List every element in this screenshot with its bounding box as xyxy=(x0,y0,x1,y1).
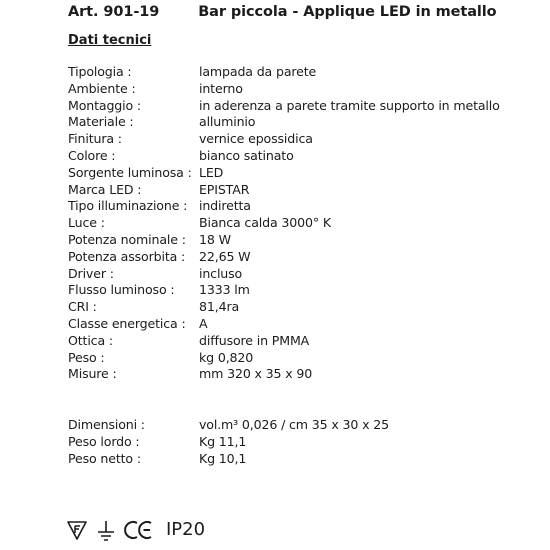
article-number: Art. 901-19 xyxy=(68,4,160,20)
spec-value: Bianca calda 3000° K xyxy=(199,215,331,231)
spec-row xyxy=(68,64,548,81)
packaging-label: Dimensioni : xyxy=(68,417,145,432)
spec-table xyxy=(68,64,548,383)
spec-label: Sorgente luminosa : xyxy=(68,164,192,180)
spec-label: Potenza assorbita : xyxy=(68,248,186,264)
spec-row xyxy=(68,249,548,266)
spec-value: 18 W xyxy=(199,231,231,247)
spec-value: kg 0,820 xyxy=(199,349,254,365)
packaging-row xyxy=(68,434,548,451)
product-title: Bar piccola - Applique LED in metallo xyxy=(198,4,497,20)
spec-row xyxy=(68,282,548,299)
spec-label: Marca LED : xyxy=(68,181,142,197)
spec-value: 22,65 W xyxy=(199,248,251,264)
spec-value: LED xyxy=(199,164,224,180)
packaging-row xyxy=(68,417,548,434)
spec-row xyxy=(68,114,548,131)
spec-label: Finitura : xyxy=(68,131,122,147)
spec-label: Colore : xyxy=(68,147,116,163)
spec-label: Classe energetica : xyxy=(68,315,186,331)
spec-row xyxy=(68,299,548,316)
f-mark-icon xyxy=(66,519,88,541)
spec-row xyxy=(68,333,548,350)
spec-value: mm 320 x 35 x 90 xyxy=(199,366,313,382)
spec-row xyxy=(68,131,548,148)
spec-row xyxy=(68,350,548,367)
spec-label: Flusso luminoso : xyxy=(68,282,175,298)
spec-row xyxy=(68,198,548,215)
spec-value: bianco satinato xyxy=(199,147,294,163)
ip-rating: IP20 xyxy=(166,519,206,540)
spec-value: incluso xyxy=(199,265,243,281)
spec-value: 1333 lm xyxy=(199,282,250,298)
spec-label: Tipo illuminazione : xyxy=(68,198,188,214)
packaging-label: Peso netto : xyxy=(68,450,141,466)
spec-row xyxy=(68,266,548,283)
spec-label: Ambiente : xyxy=(68,80,136,96)
spec-value: 81,4ra xyxy=(199,299,240,315)
spec-row xyxy=(68,366,548,383)
spec-row xyxy=(68,148,548,165)
spec-value: alluminio xyxy=(199,114,256,130)
packaging-value: Kg 11,1 xyxy=(199,433,247,449)
spec-label: Luce : xyxy=(68,215,105,231)
ground-icon xyxy=(96,519,116,541)
spec-value: A xyxy=(199,315,208,331)
spec-value: indiretta xyxy=(199,198,251,214)
packaging-label: Peso lordo : xyxy=(68,433,140,449)
spec-row xyxy=(68,232,548,249)
spec-label: Potenza nominale : xyxy=(68,231,186,247)
spec-row xyxy=(68,316,548,333)
packaging-value: vol.m³ 0,026 / cm 35 x 30 x 25 xyxy=(199,417,389,432)
spec-row xyxy=(68,81,548,98)
packaging-table xyxy=(68,417,548,467)
spec-label: Montaggio : xyxy=(68,97,141,113)
spec-value: diffusore in PMMA xyxy=(199,332,310,348)
spec-label: Ottica : xyxy=(68,332,113,348)
spec-value: lampada da parete xyxy=(199,64,317,79)
spec-label: Driver : xyxy=(68,265,114,281)
spec-row xyxy=(68,98,548,115)
spec-value: in aderenza a parete tramite supporto in metallo xyxy=(199,97,500,113)
spec-label: Materiale : xyxy=(68,114,134,130)
spec-row xyxy=(68,182,548,199)
page-header xyxy=(68,4,497,20)
spec-label: Peso : xyxy=(68,349,105,365)
spec-label: CRI : xyxy=(68,299,97,315)
ce-mark-icon xyxy=(124,519,154,541)
spec-value: EPISTAR xyxy=(199,181,250,197)
spec-row xyxy=(68,215,548,232)
packaging-row xyxy=(68,451,548,468)
spec-value: vernice epossidica xyxy=(199,131,313,147)
certification-marks xyxy=(66,519,205,541)
spec-row xyxy=(68,165,548,182)
section-title: Dati tecnici xyxy=(68,33,152,48)
spec-value: interno xyxy=(199,80,243,96)
spec-label: Misure : xyxy=(68,366,117,382)
packaging-value: Kg 10,1 xyxy=(199,450,247,466)
spec-label: Tipologia : xyxy=(68,64,132,79)
